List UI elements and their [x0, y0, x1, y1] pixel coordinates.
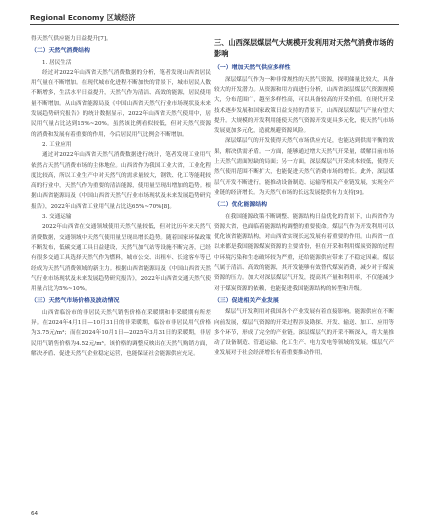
right-column	[214, 34, 394, 359]
subheading-price: （三）天然气市场价格及波动情况	[31, 298, 120, 305]
paragraph-residential: 经过对2022年山西省天然气消费数据的分析，笔者发现山西省居民用气量在不断增加。在现代城市化进程不断加快的背景下，城市居民人数不断增多，生活水平日益提升，天然气作为清洁、高效的能源，居民使用量不断增加。从山西省能源局及《中国山西省天然气行业市场现状及未来发展趋势研究报告》的统计数据显示，2022年山西省天然气使用中，居民用气量占比达到15%~20%。虽然该比例看似较低，但对天然气资源的消费和发展有着重要的作用，今后居民用气比例会不断增加。	[31, 69, 211, 138]
subheading-energy-structure: （二）优化能源结构	[214, 202, 268, 209]
point-residential: 1. 居民生活	[42, 59, 72, 66]
paragraph-industry: 煤层气开发利用对我国各个产业发展有着直接影响。能源供应在不断向前发展，煤层气资源的开采过程涉及勘探、开发、输送、加工、应用等多个环节，形成了完全的产业链。深层煤层气的开采不断深入，将大量推动了设备制造、管道运输、化工生产、电力发电等领域的发展。煤层气产业发展对于社会经济增长有着重要推动作用，	[214, 309, 394, 357]
point-transport: 3. 交通运输	[42, 214, 72, 221]
paragraph-supply-2: 深层煤层气的开发使得天然气市场供应充足，也能达到供需平衡的效果，解决供需矛盾。一方面，能够通过增大天然气开采量，缓解目前市场上天然气需面短缺的局面；另一方面，深层煤层气开采成本较低，使得天然气使用范围不断扩大，也能促进天然气消费市场的增长。此外，深层煤层气开发不断进行，能推动设备制造、运输等相关产业链发展，实现全产业链的经济增长。为天然气市场的长远发展提供有力支持[9]。	[214, 138, 394, 196]
page-header	[0, 0, 427, 30]
paragraph-transport: 2022年山西省在交通领域使用天然气量较低，但对比历年来天然气消费数据，交通领域中天然气使用量呈现出增长趋势。随着国家环保政策不断发布，低碳交通工具日益建设，天然气加气站等设施不断完善，已经有很多交通工具选择天然气作为燃料，城市公交、出租车、长途客车等已经成为天然气消费领域的新主力。根据山西省能源局及《中国山西省天然气行业市场现状及未来发展趋势研究报告》，2022年山西省交通天然气使用量占比为5%~10%。	[31, 224, 211, 293]
section-heading: 三、山西深层煤层气大规模开发利用对天然气消费市场的影响	[214, 38, 394, 59]
paragraph-continued: 得天然气供应能力日益提升[7]。	[31, 36, 112, 42]
paragraph-price: 山西省临汾市的非居民天然气销售价格在采暖期和非采暖期有所差异。在2024年4月1日—10月31日的非采暖期，临汾市非居民用气价格为3.75元/m³；而在2024年10月1日—2025年3月31日的采暖期，非居民用气销售价格为4.52元/m³。该价格的调整反映出在天然气购销方面，解决矛盾、促进天然气企业稳定运营，也能保证社会能源供应充足。	[31, 309, 211, 357]
paragraph-supply-1: 深层煤层气作为一种非常规性的天然气资源，探明储量比较大，具备较大的开发潜力。从资源和用方面进行分析，山西省深层煤层气资源规模大，分布范围广，越至多样性高，可以具备较高的开采价值。在现代开采技术逐步发展和国家政策日益支持的背景下，山西深层煤层气产量有望大提升。大规模的开发利用能使天然气资源开发更具多元化，使天然气市场发展更加多元化，造就规避资源风险。	[214, 76, 394, 135]
point-industrial: 2. 工业应用	[42, 141, 72, 148]
journal-section-title: Regional Economy 区域经济	[30, 13, 136, 22]
subheading-consumption-structure: （二）天然气消费结构	[31, 48, 90, 55]
left-column	[31, 34, 211, 359]
paragraph-energy-structure: 在我国能源政策不断调整、能源结构日益优化的背景下，山西省作为资源大省，也面临着能源结构调整的重要使命。煤层气作为开发利用可以优化该省能源结构，对山西省实现长远发展有着重要的作用。山西省一直以来都是我国能源煤炭资源的主要省份，但在开采和利用煤炭资源的过程中环境污染和生态破坏较为严重，还给能源供应带来了不稳定因素。煤层气属于清洁、高效的能源，其开发能够有效替代煤炭消费，减少对于煤炭资源的压力。加大对深层煤层气开发，提高其产量和利用率，不仅能减少对于煤炭资源的依赖，也能促进我国能源结构的转型和升级。	[214, 213, 394, 292]
subheading-industry: （三）促进相关产业发展	[214, 297, 279, 304]
subheading-supply-diversity: （一）增加天然气供应多样性	[214, 65, 291, 72]
page-number: 64	[31, 511, 39, 517]
header-divider	[30, 24, 399, 25]
paragraph-industrial: 通过对2022年山西省天然气消费数据进行统计，笔者发现工业用气依然占天然气消费市场的主体地位。山西省作为我国工业大省，工业化程度比较高，所以工业生产中对天然气的需求量较大，钢铁、化工等能耗较高的行业中，天然气作为重要的清洁能源，使用量呈现出增加的趋势。根据山西省能源局及《中国山西省天然气行业市场现状及未来发展趋势研究报告》，2022年山西省工业用气量占比达65%~70%[8]。	[31, 152, 211, 210]
